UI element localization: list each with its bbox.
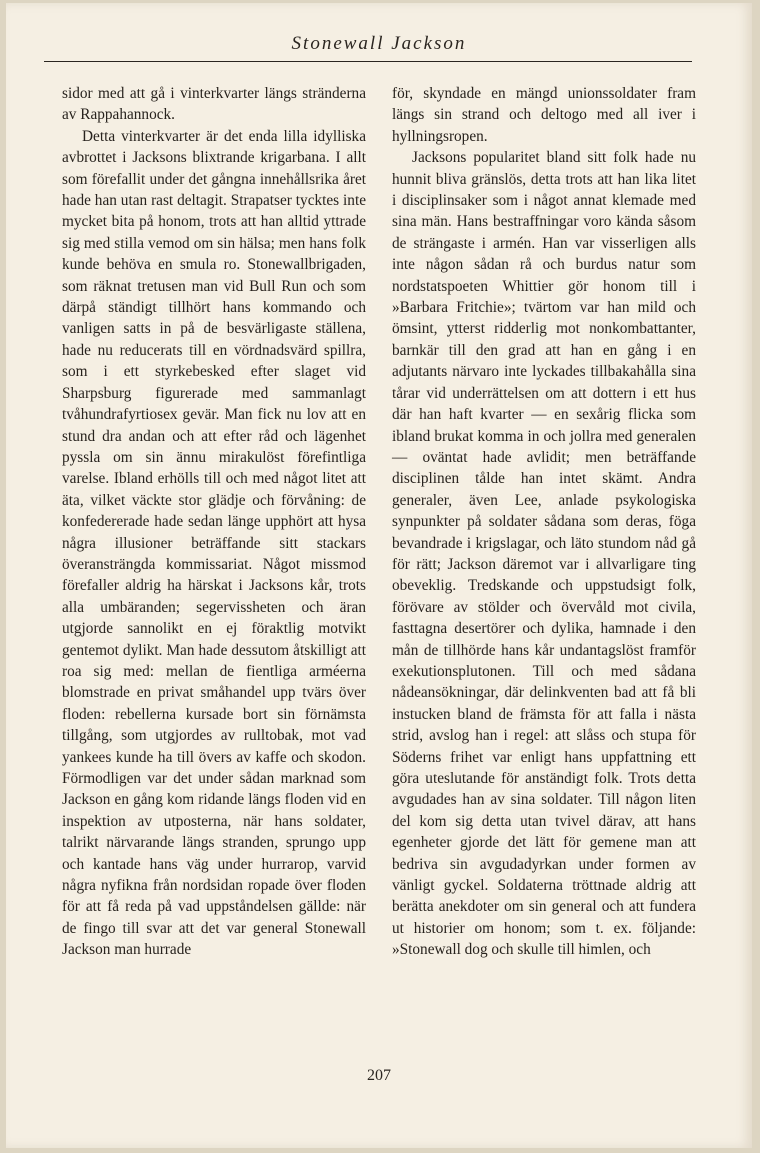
right-column xyxy=(392,83,696,961)
paragraph: Detta vinterkvarter är det enda lilla idylliska avbrottet i Jacksons blixtrande krigarbana. I allt som förefallit under det gångna innehållsrika året hade han utan rast deltagit. Strapatser tycktes inte mycket bita på honom, trots att han alltid yttrade sig med stilla vemod om sin hälsa; men hans folk kunde behöva en smula ro. Stonewallbrigaden, som räknat tretusen man vid Bull Run och som därpå ständigt tillhört hans kommando och vanligen satts in på de besvärligaste ställena, hade nu reducerats till en vördnadsvärd spillra, som i ett styrkebesked efter slaget vid Sharpsburg figurerade med sammanlagt tvåhundrafyrtiosex gevär. Man fick nu lov att en stund dra andan och att efter råd och lägenhet pyssla om sin ännu mirakulöst förefintliga varelse. Ibland erhölls till och med något litet att äta, vilket väckte stor glädje och förvåning: de konfedererade hade sedan länge upphört att hysa några illusioner beträffande sitt stackars överansträngda kommissariat. Något missmod förefaller aldrig ha härskat i Jacksons kår, trots alla umbäranden; segervissheten och äran utgjorde sannolikt en ej föraktlig motvikt gentemot dylikt. Man hade dessutom åtskilligt att roa sig med: mellan de fientliga arméerna blomstrade en privat småhandel upp tvärs över floden: rebellerna kursade bort sin förnämsta tillgång, som utgjordes av rulltobak, mot vad yankees kunde ha till övers av kaffe och skodon. Förmodligen var det under sådan marknad som Jackson en gång kom ridande längs floden vid en inspektion av utposterna, när hans soldater, talrikt närvarande längs stranden, sprungo upp och kantade hans väg under hurrarop, varvid några nyfikna från nordsidan ropade över floden för att få reda på vad uppståndelsen gällde: när de fingo till svar att det var general Stonewall Jackson man hurrade xyxy=(62,127,366,959)
paragraph: Jacksons popularitet bland sitt folk hade nu hunnit bliva gränslös, detta trots att han lika litet i disciplinsaker som i något annat klemade med sina män. Hans bestraffningar voro kända såsom de strängaste i armén. Han var visserligen alls inte någon sådan rå och burdus natur som nordstatspoeten Whittier gör honom till i »Barbara Fritchie»; tvärtom var han mild och ömsint, ytterst ridderlig mot nonkombattanter, barnkär till den grad att han en gång i en adjutants närvaro inte lyckades tillbakahålla sina tårar vid underrättelsen om att dottern i ett hus där han haft kvarter — en sexårig flicka som ibland brukat komma in och jollra med generalen — oväntat hade avlidit; men beträffande disciplinen tålde han intet skämt. Andra generaler, även Lee, anlade psykologiska synpunkter på soldater sådana som deras, föga bevandrade i krigslagar, och läto stundom nåd gå för rätt; Jackson däremot var i allvarligare ting obeveklig. Tredskande och uppstudsigt folk, förövare av stölder och övervåld mot civila, fasttagna desertörer och dylika, hamnade i den mån de tillhörde hans kår undantagslöst framför exekutionsplutonen. Till och med sådana nådeansökningar, där delinkventen bad att få bli instucken bland de främsta för att falla i nästa strid, avslog han i regel: att slåss och stupa för Söderns frihet var enligt hans uppfattning ett göra uteslutande för anständigt folk. Trots detta avgudades han av sina soldater. Till någon liten del kom sig detta utan tvivel därav, att hans egenheter gjorde det lätt för gemene man att bedriva sin avgudadyrkan under formen av vänligt gyckel. Soldaterna tröttnade aldrig att berätta anekdoter om sin general och att fundera ut historier om honom; som t. ex. följande: »Stonewall dog och skulle till himlen, och xyxy=(392,149,696,959)
running-header: Stonewall Jackson xyxy=(291,33,467,54)
page-number: 207 xyxy=(367,1067,391,1084)
header-rule xyxy=(44,61,692,62)
left-column xyxy=(62,83,366,961)
paragraph: för, skyndade en mängd unionssoldater fram längs sin strand och deltogo med all iver i hyllningsropen. xyxy=(392,85,696,145)
book-page xyxy=(6,3,752,1148)
paragraph: sidor med att gå i vinterkvarter längs stränderna av Rappahannock. xyxy=(62,85,366,124)
